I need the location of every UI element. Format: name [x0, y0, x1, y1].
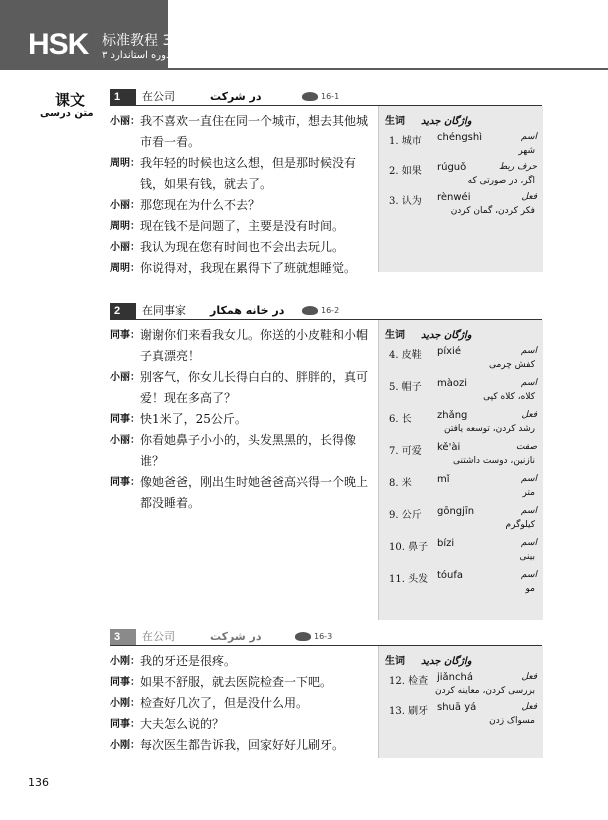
pinyin: gōngjīn [437, 506, 475, 517]
audio-track-label: 16-3 [314, 632, 333, 641]
pinyin: rúguǒ [437, 162, 467, 173]
word-number: 1. 城市 [389, 136, 422, 147]
dialogue-text: 快1米了，25公斤。 [140, 412, 247, 426]
part-of-speech: فعل [521, 192, 537, 202]
pinyin: rènwéi [437, 192, 471, 203]
vocabulary-box [378, 320, 543, 620]
dialogue-text: 你说得对，我现在累得下了班就想睡觉。 [140, 261, 357, 275]
pinyin: bízi [437, 538, 455, 549]
part-of-speech: اسم [520, 506, 537, 516]
dialogue-text: 我的牙还是很疼。 [140, 654, 237, 668]
meaning: شهر [518, 146, 535, 156]
speaker-name: 周明： [110, 158, 140, 169]
vocabulary-header-fa: واژگان جدید [421, 116, 472, 127]
speaker-name: 同事： [110, 330, 140, 341]
dialogue-line [110, 111, 372, 153]
dialogue [110, 651, 372, 756]
section-header [110, 89, 542, 106]
section-number: 3 [110, 629, 136, 645]
pinyin: shuā yá [437, 702, 477, 713]
page-number: 136 [28, 776, 49, 789]
dialogue-line [110, 672, 372, 693]
part-of-speech: اسم [520, 570, 537, 580]
part-of-speech: اسم [520, 538, 537, 548]
dialogue-line [110, 258, 372, 279]
dialogue-line [110, 693, 372, 714]
pinyin: jiǎnchá [437, 672, 473, 683]
vocabulary-item [379, 698, 543, 728]
dialogue-text: 我年轻的时候也这么想，但是那时候没有钱，如果有钱，就去了。 [140, 156, 357, 191]
meaning: کفش چرمی [488, 360, 535, 370]
pinyin: kě'ài [437, 442, 461, 453]
speaker-name: 小丽： [110, 435, 140, 446]
part-of-speech: حرف ربط [498, 162, 537, 172]
speaker-name: 小丽： [110, 116, 140, 127]
dialogue-text: 像她爸爸，刚出生时她爸爸高兴得一个晚上都没睡着。 [140, 475, 369, 510]
section-number: 2 [110, 303, 136, 319]
vocabulary-item [379, 502, 543, 534]
word-number: 11. 头发 [389, 574, 429, 585]
vocabulary-item [379, 128, 543, 158]
pinyin: màozi [437, 378, 468, 389]
vocabulary-item [379, 438, 543, 470]
hsk-logo: HSK [28, 28, 89, 61]
pinyin: mǐ [437, 474, 450, 485]
dialogue-line [110, 735, 372, 756]
word-number: 9. 公斤 [389, 510, 422, 521]
audio-track[interactable] [302, 91, 339, 103]
part-of-speech: فعل [521, 672, 537, 682]
part-of-speech: فعل [521, 410, 537, 420]
word-number: 8. 米 [389, 478, 412, 489]
part-of-speech: اسم [520, 132, 537, 142]
speaker-name: 小刚： [110, 656, 140, 667]
dialogue-text: 大夫怎么说的？ [140, 717, 225, 731]
meaning: رشد کردن، توسعه یافتن [444, 424, 535, 434]
word-number: 13. 刷牙 [389, 706, 429, 717]
vocabulary-box [378, 646, 543, 758]
dialogue-text: 别客气，你女儿长得白白的、胖胖的，真可爱！现在多高了？ [140, 370, 369, 405]
part-of-speech: صفت [515, 442, 537, 452]
section-title-zh: 在公司 [142, 90, 175, 103]
dialogue-line [110, 237, 372, 258]
vocabulary-item [379, 566, 543, 598]
vocabulary-header-zh: 生词 [385, 656, 405, 667]
vocabulary-item [379, 374, 543, 406]
dialogue-text: 现在钱不是问题了，主要是没有时间。 [140, 219, 345, 233]
part-of-speech: اسم [520, 378, 537, 388]
dialogue-line [110, 195, 372, 216]
dialogue-line [110, 430, 372, 472]
vocabulary-item [379, 534, 543, 566]
section-header [110, 629, 542, 646]
vocabulary-item [379, 668, 543, 698]
dialogue-text: 检查好几次了，但是没什么用。 [140, 696, 309, 710]
vocabulary-header [379, 106, 543, 128]
section-1 [110, 89, 542, 275]
header-rule [168, 68, 608, 70]
meaning: کلاه، کلاه کپی [483, 392, 535, 402]
pinyin: píxié [437, 346, 461, 357]
cd-icon [295, 632, 311, 641]
dialogue-text: 你看她鼻子小小的，头发黑黑的，长得像谁？ [140, 433, 357, 468]
vocabulary-item [379, 342, 543, 374]
cd-icon [302, 92, 318, 101]
word-number: 10. 鼻子 [389, 542, 429, 553]
meaning: مسواک زدن [489, 716, 535, 726]
speaker-name: 同事： [110, 414, 140, 425]
side-title: 课文 [55, 91, 86, 109]
speaker-name: 同事： [110, 719, 140, 730]
book-title: 标准教程 3 [102, 33, 172, 49]
word-number: 4. 皮鞋 [389, 350, 422, 361]
dialogue-text: 谢谢你们来看我女儿。你送的小皮鞋和小帽子真漂亮！ [140, 328, 369, 363]
section-title-fa: در شرکت [210, 90, 262, 103]
dialogue-text: 我不喜欢一直住在同一个城市，想去其他城市看一看。 [140, 114, 369, 149]
speaker-name: 小丽： [110, 200, 140, 211]
dialogue-line [110, 472, 372, 514]
vocabulary-header-fa: واژگان جدید [421, 656, 472, 667]
side-subtitle: متن درسی [40, 108, 94, 119]
word-number: 5. 帽子 [389, 382, 422, 393]
page-header [0, 0, 608, 70]
speaker-name: 小丽： [110, 372, 140, 383]
pinyin: chéngshì [437, 132, 482, 143]
vocabulary-header [379, 646, 543, 668]
word-number: 2. 如果 [389, 166, 422, 177]
pinyin: tóufa [437, 570, 464, 581]
vocabulary-item [379, 188, 543, 218]
dialogue-line [110, 651, 372, 672]
section-title-zh: 在同事家 [142, 304, 186, 317]
vocabulary-box [378, 106, 543, 272]
audio-track-label: 16-1 [321, 92, 340, 101]
word-number: 3. 认为 [389, 196, 422, 207]
meaning: نازنین، دوست داشتنی [452, 456, 535, 466]
part-of-speech: فعل [521, 702, 537, 712]
pinyin: zhǎng [437, 410, 468, 421]
audio-track-label: 16-2 [321, 306, 340, 315]
word-number: 7. 可爱 [389, 446, 422, 457]
dialogue-text: 每次医生都告诉我，回家好好儿刷牙。 [140, 738, 345, 752]
dialogue-line [110, 409, 372, 430]
dialogue [110, 325, 372, 514]
part-of-speech: اسم [520, 346, 537, 356]
vocabulary-header [379, 320, 543, 342]
speaker-name: 小丽： [110, 242, 140, 253]
dialogue-line [110, 216, 372, 237]
meaning: اگر، در صورتی که [467, 176, 535, 186]
section-title-zh: 在公司 [142, 630, 175, 643]
meaning: بررسی کردن، معاینه کردن [434, 686, 535, 696]
section-header [110, 303, 542, 320]
section-title-fa: در خانه همکار [210, 304, 285, 317]
dialogue-text: 如果不舒服，就去医院检查一下吧。 [140, 675, 333, 689]
section-number: 1 [110, 89, 136, 105]
section-title-fa: در شرکت [210, 630, 262, 643]
section-2 [110, 303, 542, 594]
vocabulary-item [379, 470, 543, 502]
dialogue-text: 那您现在为什么不去？ [140, 198, 261, 212]
speaker-name: 同事： [110, 677, 140, 688]
audio-track[interactable] [302, 305, 339, 317]
word-number: 6. 长 [389, 414, 412, 425]
meaning: بینی [519, 552, 535, 562]
dialogue-line [110, 367, 372, 409]
dialogue-line [110, 153, 372, 195]
dialogue [110, 111, 372, 279]
book-subtitle: دوره استاندارد ۳ [102, 50, 171, 61]
vocabulary-header-fa: واژگان جدید [421, 330, 472, 341]
cd-icon [302, 306, 318, 315]
part-of-speech: اسم [520, 474, 537, 484]
vocabulary-item [379, 158, 543, 188]
speaker-name: 周明： [110, 263, 140, 274]
speaker-name: 小刚： [110, 698, 140, 709]
dialogue-line [110, 325, 372, 367]
meaning: فکر کردن، گمان کردن [450, 206, 535, 216]
meaning: کیلوگرم [505, 520, 535, 530]
vocabulary-item [379, 406, 543, 438]
meaning: متر [522, 488, 535, 498]
speaker-name: 小刚： [110, 740, 140, 751]
speaker-name: 周明： [110, 221, 140, 232]
vocabulary-header-zh: 生词 [385, 116, 405, 127]
word-number: 12. 检查 [389, 676, 429, 687]
vocabulary-header-zh: 生词 [385, 330, 405, 341]
speaker-name: 同事： [110, 477, 140, 488]
dialogue-line [110, 714, 372, 735]
meaning: مو [525, 584, 535, 594]
dialogue-text: 我认为现在您有时间也不会出去玩儿。 [140, 240, 345, 254]
section-3 [110, 629, 542, 752]
audio-track[interactable] [295, 631, 332, 643]
